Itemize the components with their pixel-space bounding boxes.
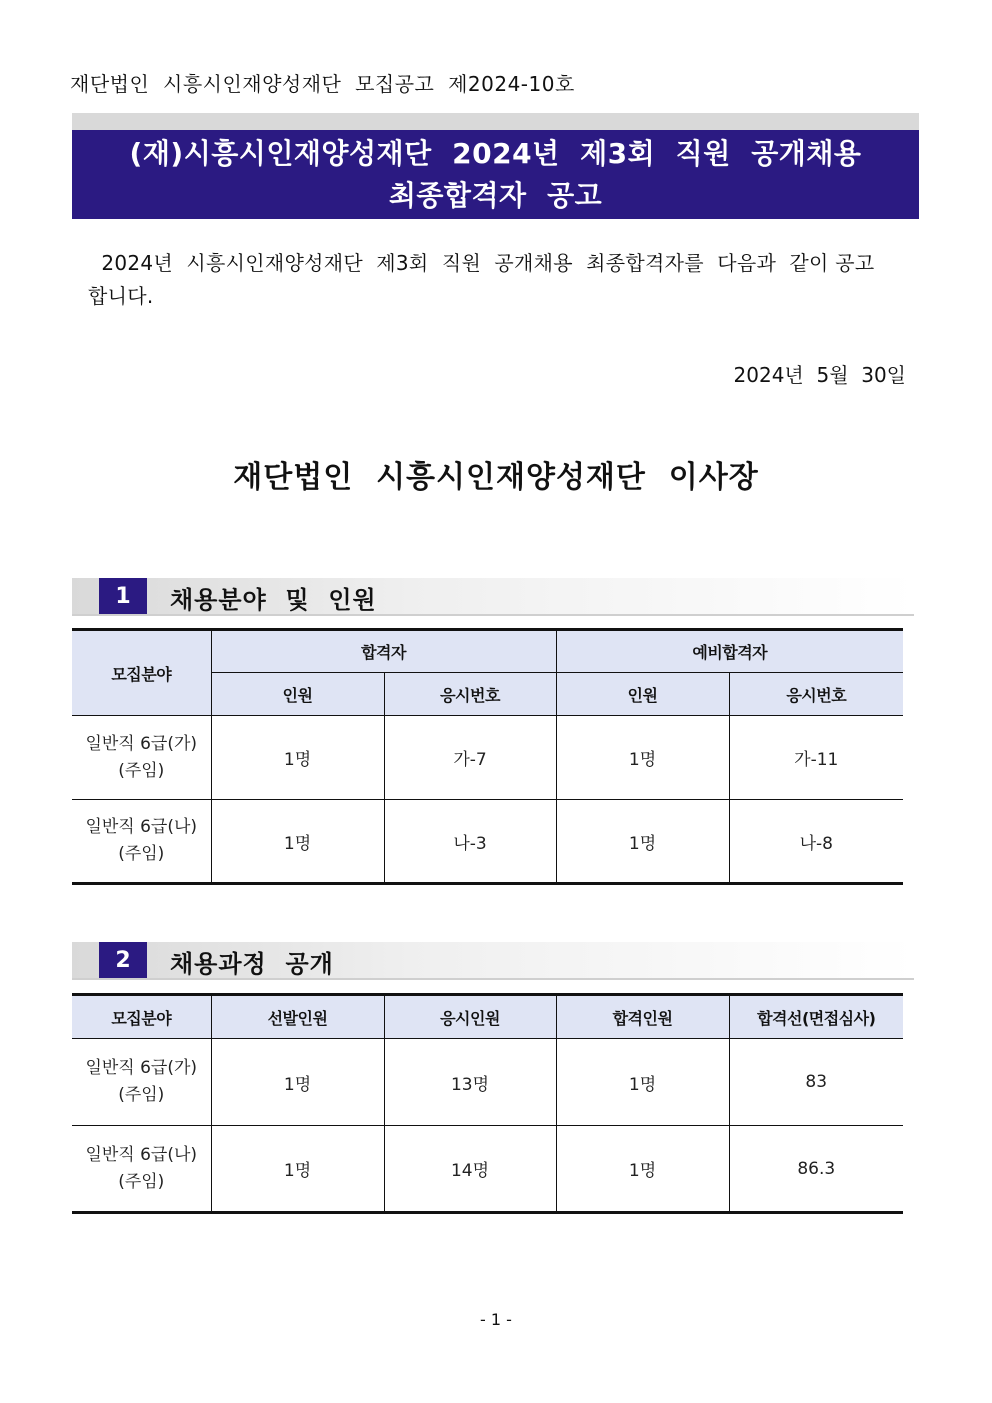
field-cell <box>72 1039 211 1126</box>
applicant-count: 13명 <box>384 1039 556 1126</box>
reserve-exam-no: 나-8 <box>729 800 903 884</box>
header-passed: 합격인원 <box>556 995 729 1039</box>
section-2-number: 2 <box>99 942 147 978</box>
passed-count: 1명 <box>556 1126 729 1213</box>
table-row <box>72 1126 903 1213</box>
selected-count: 1명 <box>211 1126 384 1213</box>
header-reserve-exam-no: 응시번호 <box>729 673 903 716</box>
table-row <box>72 1039 903 1126</box>
header-passed-exam-no: 응시번호 <box>384 673 556 716</box>
reserve-count: 1명 <box>556 800 729 884</box>
passed-exam-no: 가-7 <box>384 716 556 800</box>
field-cell <box>72 716 211 800</box>
reserve-exam-no: 가-11 <box>729 716 903 800</box>
field-name: 일반직 6급(가) <box>85 733 198 754</box>
passed-exam-no: 나-3 <box>384 800 556 884</box>
document-number: 재단법인 시흥시인재양성재단 모집공고 제2024-10호 <box>70 72 575 96</box>
title-panel <box>72 130 919 219</box>
passed-count: 1명 <box>556 1039 729 1126</box>
intro-paragraph: 2024년 시흥시인재양성재단 제3회 직원 공개채용 최종합격자를 다음과 같이 공고합니다. <box>88 251 875 308</box>
selected-count: 1명 <box>211 1039 384 1126</box>
header-reserve-count: 인원 <box>556 673 729 716</box>
field-rank: (주임) <box>118 1171 165 1192</box>
field-name: 일반직 6급(가) <box>85 1058 198 1078</box>
header-field: 모집분야 <box>72 995 211 1039</box>
section-1-header <box>72 578 914 616</box>
section-1-title: 채용분야 및 인원 <box>170 586 377 614</box>
page-number: - 1 - <box>480 1310 512 1329</box>
field-name: 일반직 6급(나) <box>85 1144 198 1165</box>
applicant-count: 14명 <box>384 1126 556 1213</box>
section-2-title: 채용과정 공개 <box>170 950 334 978</box>
field-rank: (주임) <box>118 1085 165 1105</box>
passed-count: 1명 <box>211 716 384 800</box>
title-banner <box>72 113 919 219</box>
field-cell <box>72 1126 211 1213</box>
title-line-1: (재)시흥시인재양성재단 2024년 제3회 직원 공개채용 <box>129 136 862 170</box>
field-rank: (주임) <box>118 844 165 864</box>
hiring-field-table <box>72 628 903 885</box>
cutoff-score: 83 <box>729 1039 903 1126</box>
table-row <box>72 716 903 800</box>
passed-count: 1명 <box>211 800 384 884</box>
header-cutoff: 합격선(면접심사) <box>729 995 903 1039</box>
header-applicants: 응시인원 <box>384 995 556 1039</box>
table-row <box>72 800 903 884</box>
header-passed: 합격자 <box>211 630 556 673</box>
hiring-process-table <box>72 993 903 1214</box>
header-passed-count: 인원 <box>211 673 384 716</box>
header-reserve: 예비합격자 <box>556 630 903 673</box>
title-line-2: 최종합격자 공고 <box>388 178 603 212</box>
issuer-name: 재단법인 시흥시인재양성재단 이사장 <box>233 460 759 495</box>
reserve-count: 1명 <box>556 716 729 800</box>
field-cell <box>72 800 211 884</box>
cutoff-score: 86.3 <box>729 1126 903 1213</box>
section-2-header <box>72 942 914 980</box>
header-selected: 선발인원 <box>211 995 384 1039</box>
announcement-date: 2024년 5월 30일 <box>733 363 906 387</box>
section-1-number: 1 <box>99 578 147 614</box>
field-name: 일반직 6급(나) <box>85 817 198 837</box>
header-field: 모집분야 <box>72 630 211 716</box>
field-rank: (주임) <box>118 760 165 781</box>
